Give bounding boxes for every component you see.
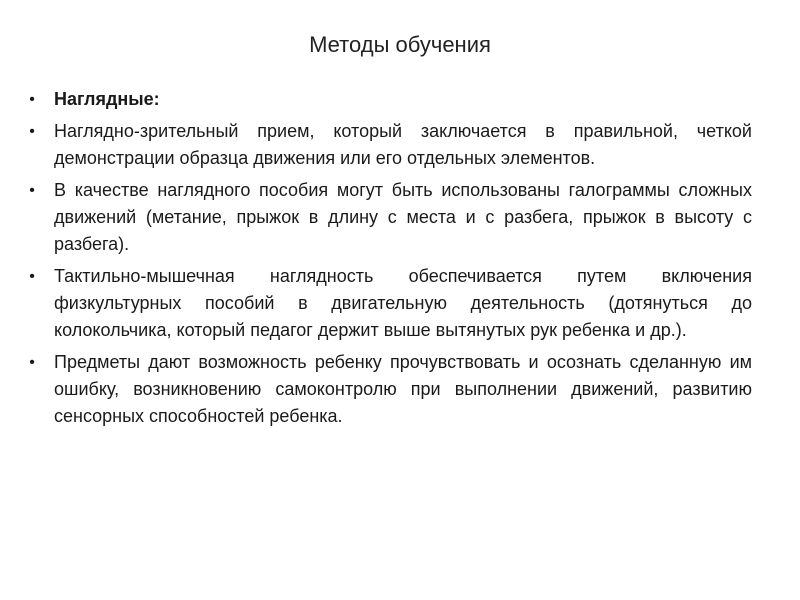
list-item: [29, 118, 752, 172]
list-item: [29, 263, 752, 344]
list-item: [29, 86, 752, 113]
bullet-list: [29, 86, 752, 435]
bullet-icon: •: [29, 354, 35, 371]
list-item-text: Предметы дают возможность ребенку прочувствовать и осознать сделанную им ошибку, возникновению самоконтролю при выполнении движений, развитию сенсорных способностей ребенка.: [54, 352, 752, 426]
bullet-icon: •: [29, 268, 35, 285]
list-item: [29, 177, 752, 258]
bullet-icon: •: [29, 91, 35, 108]
bullet-icon: •: [29, 182, 35, 199]
list-item-text: Наглядные:: [54, 89, 160, 109]
list-item-text: Наглядно-зрительный прием, который заключается в правильной, четкой демонстрации образца движения или его отдельных элементов.: [54, 121, 752, 168]
list-item-text: В качестве наглядного пособия могут быть использованы галограммы сложных движений (метание, прыжок в длину с места и с разбега, прыжок в высоту с разбега).: [54, 180, 752, 254]
list-item-text: Тактильно-мышечная наглядность обеспечивается путем включения физкультурных пособий в двигательную деятельность (дотянуться до колокольчика, который педагог держит выше вытянутых рук ребенка и др.).: [54, 266, 752, 340]
bullet-icon: •: [29, 123, 35, 140]
list-item: [29, 349, 752, 430]
slide-title: Методы обучения: [309, 32, 491, 57]
